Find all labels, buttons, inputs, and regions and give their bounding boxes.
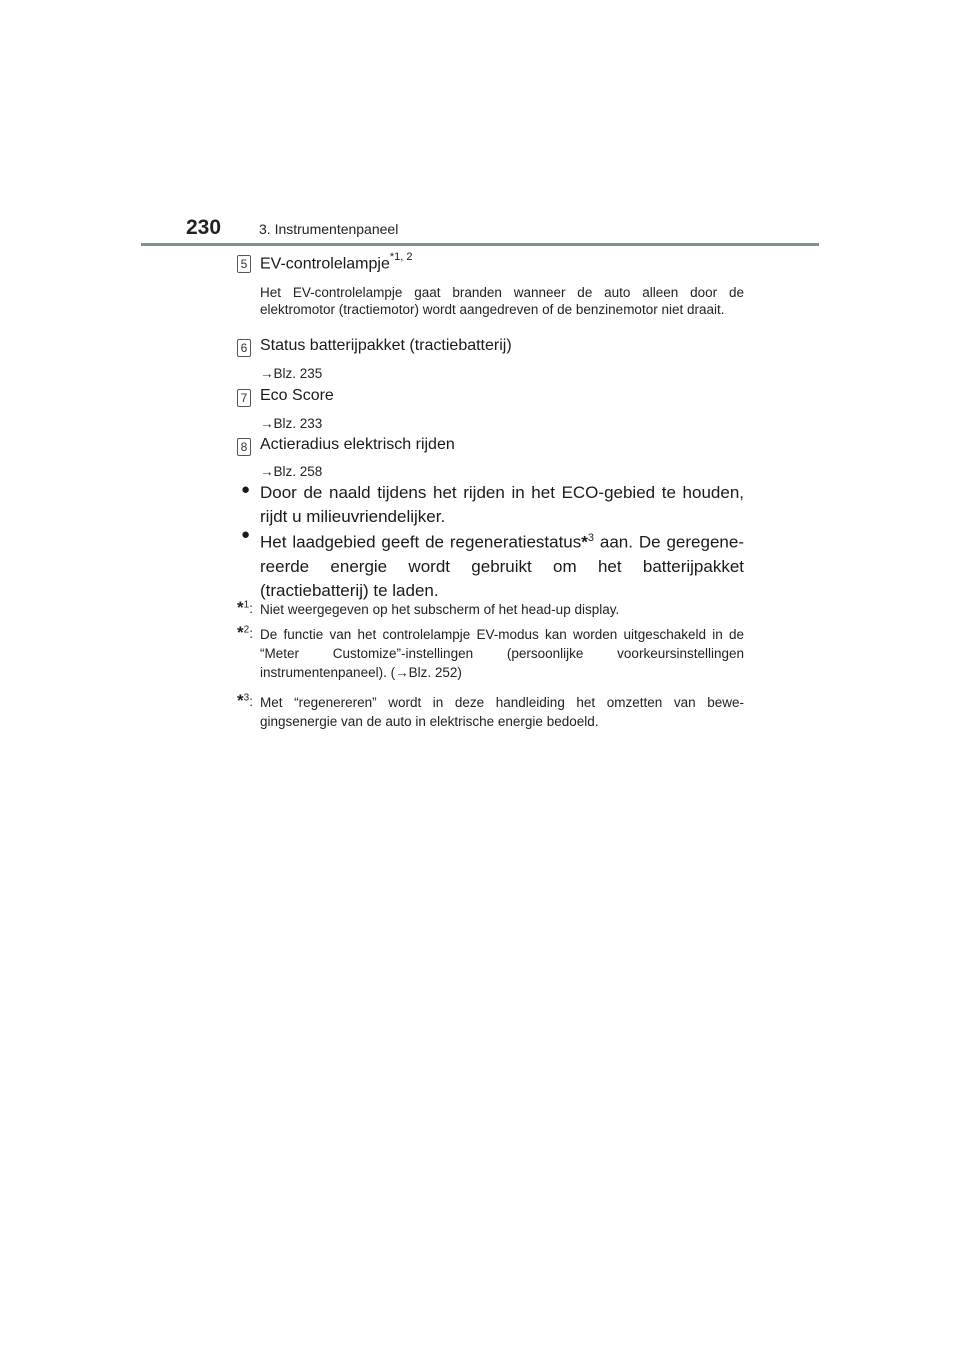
item-number-badge: 7 bbox=[237, 389, 251, 407]
bullet-dot-icon: ● bbox=[241, 481, 251, 498]
item-title: EV-controlelampje$^{*1, 2}$ bbox=[260, 251, 413, 273]
item-6-page-ref: →Blz. 235 bbox=[260, 366, 323, 381]
item-title: Status batterijpakket (tractiebatterij) bbox=[260, 337, 512, 354]
item-8-page-ref: →Blz. 258 bbox=[260, 464, 323, 479]
footnote-mark: *$^2$: bbox=[237, 623, 253, 642]
bullet-text: Door de naald tijdens het rijden in het ECO-gebied te houden, rijdt u milieuvriendelijker. bbox=[260, 483, 744, 526]
footnote-number: 3 bbox=[587, 532, 595, 544]
item-title: Actieradius elektrisch rijden bbox=[260, 436, 455, 453]
item-5-description: Het EV-controlelampje gaat branden wanneer de auto alleen door de elektromotor (tractiemotor) wordt aangedreven of de benzinemotor niet draait. bbox=[260, 285, 744, 317]
item-title-footnote-ref: *1, 2 bbox=[389, 251, 413, 263]
footnote-text: Met “regenereren” wordt in deze handleiding het omzetten van bewegingsenergie van de auto in elektrische energie bedoeld. bbox=[260, 695, 744, 729]
footnote-mark: *$^1$: bbox=[237, 598, 253, 617]
header-rule bbox=[141, 243, 819, 246]
item-number-badge: 5 bbox=[237, 255, 251, 273]
page-number: 230 bbox=[186, 216, 222, 239]
chapter-title: 3. Instrumentenpaneel bbox=[259, 221, 399, 237]
footnote-text: Niet weergegeven op het subscherm of het head-up display. bbox=[260, 602, 620, 617]
item-number-badge: 6 bbox=[237, 339, 251, 357]
bullet-text: Het laadgebied geeft de regeneratiestatus*$^3$ aan. De geregenereerde energie wordt gebruikt om het batterijpakket (tractiebatterij) te laden. bbox=[260, 532, 744, 600]
page-header bbox=[0, 0, 960, 250]
item-title: Eco Score bbox=[260, 387, 334, 404]
footnote-mark: *$^3$: bbox=[237, 691, 253, 710]
item-7-page-ref: →Blz. 233 bbox=[260, 416, 323, 431]
bullet-dot-icon: ● bbox=[241, 526, 251, 543]
footnote-text: De functie van het controlelampje EV-modus kan worden uitgeschakeld in de “Meter Customize”-instellingen (persoonlijke voorkeursinstellingen instrumentenpaneel). (→Blz. 252) bbox=[260, 627, 744, 680]
footnote-star: * bbox=[581, 532, 588, 552]
item-number-badge: 8 bbox=[237, 438, 251, 456]
